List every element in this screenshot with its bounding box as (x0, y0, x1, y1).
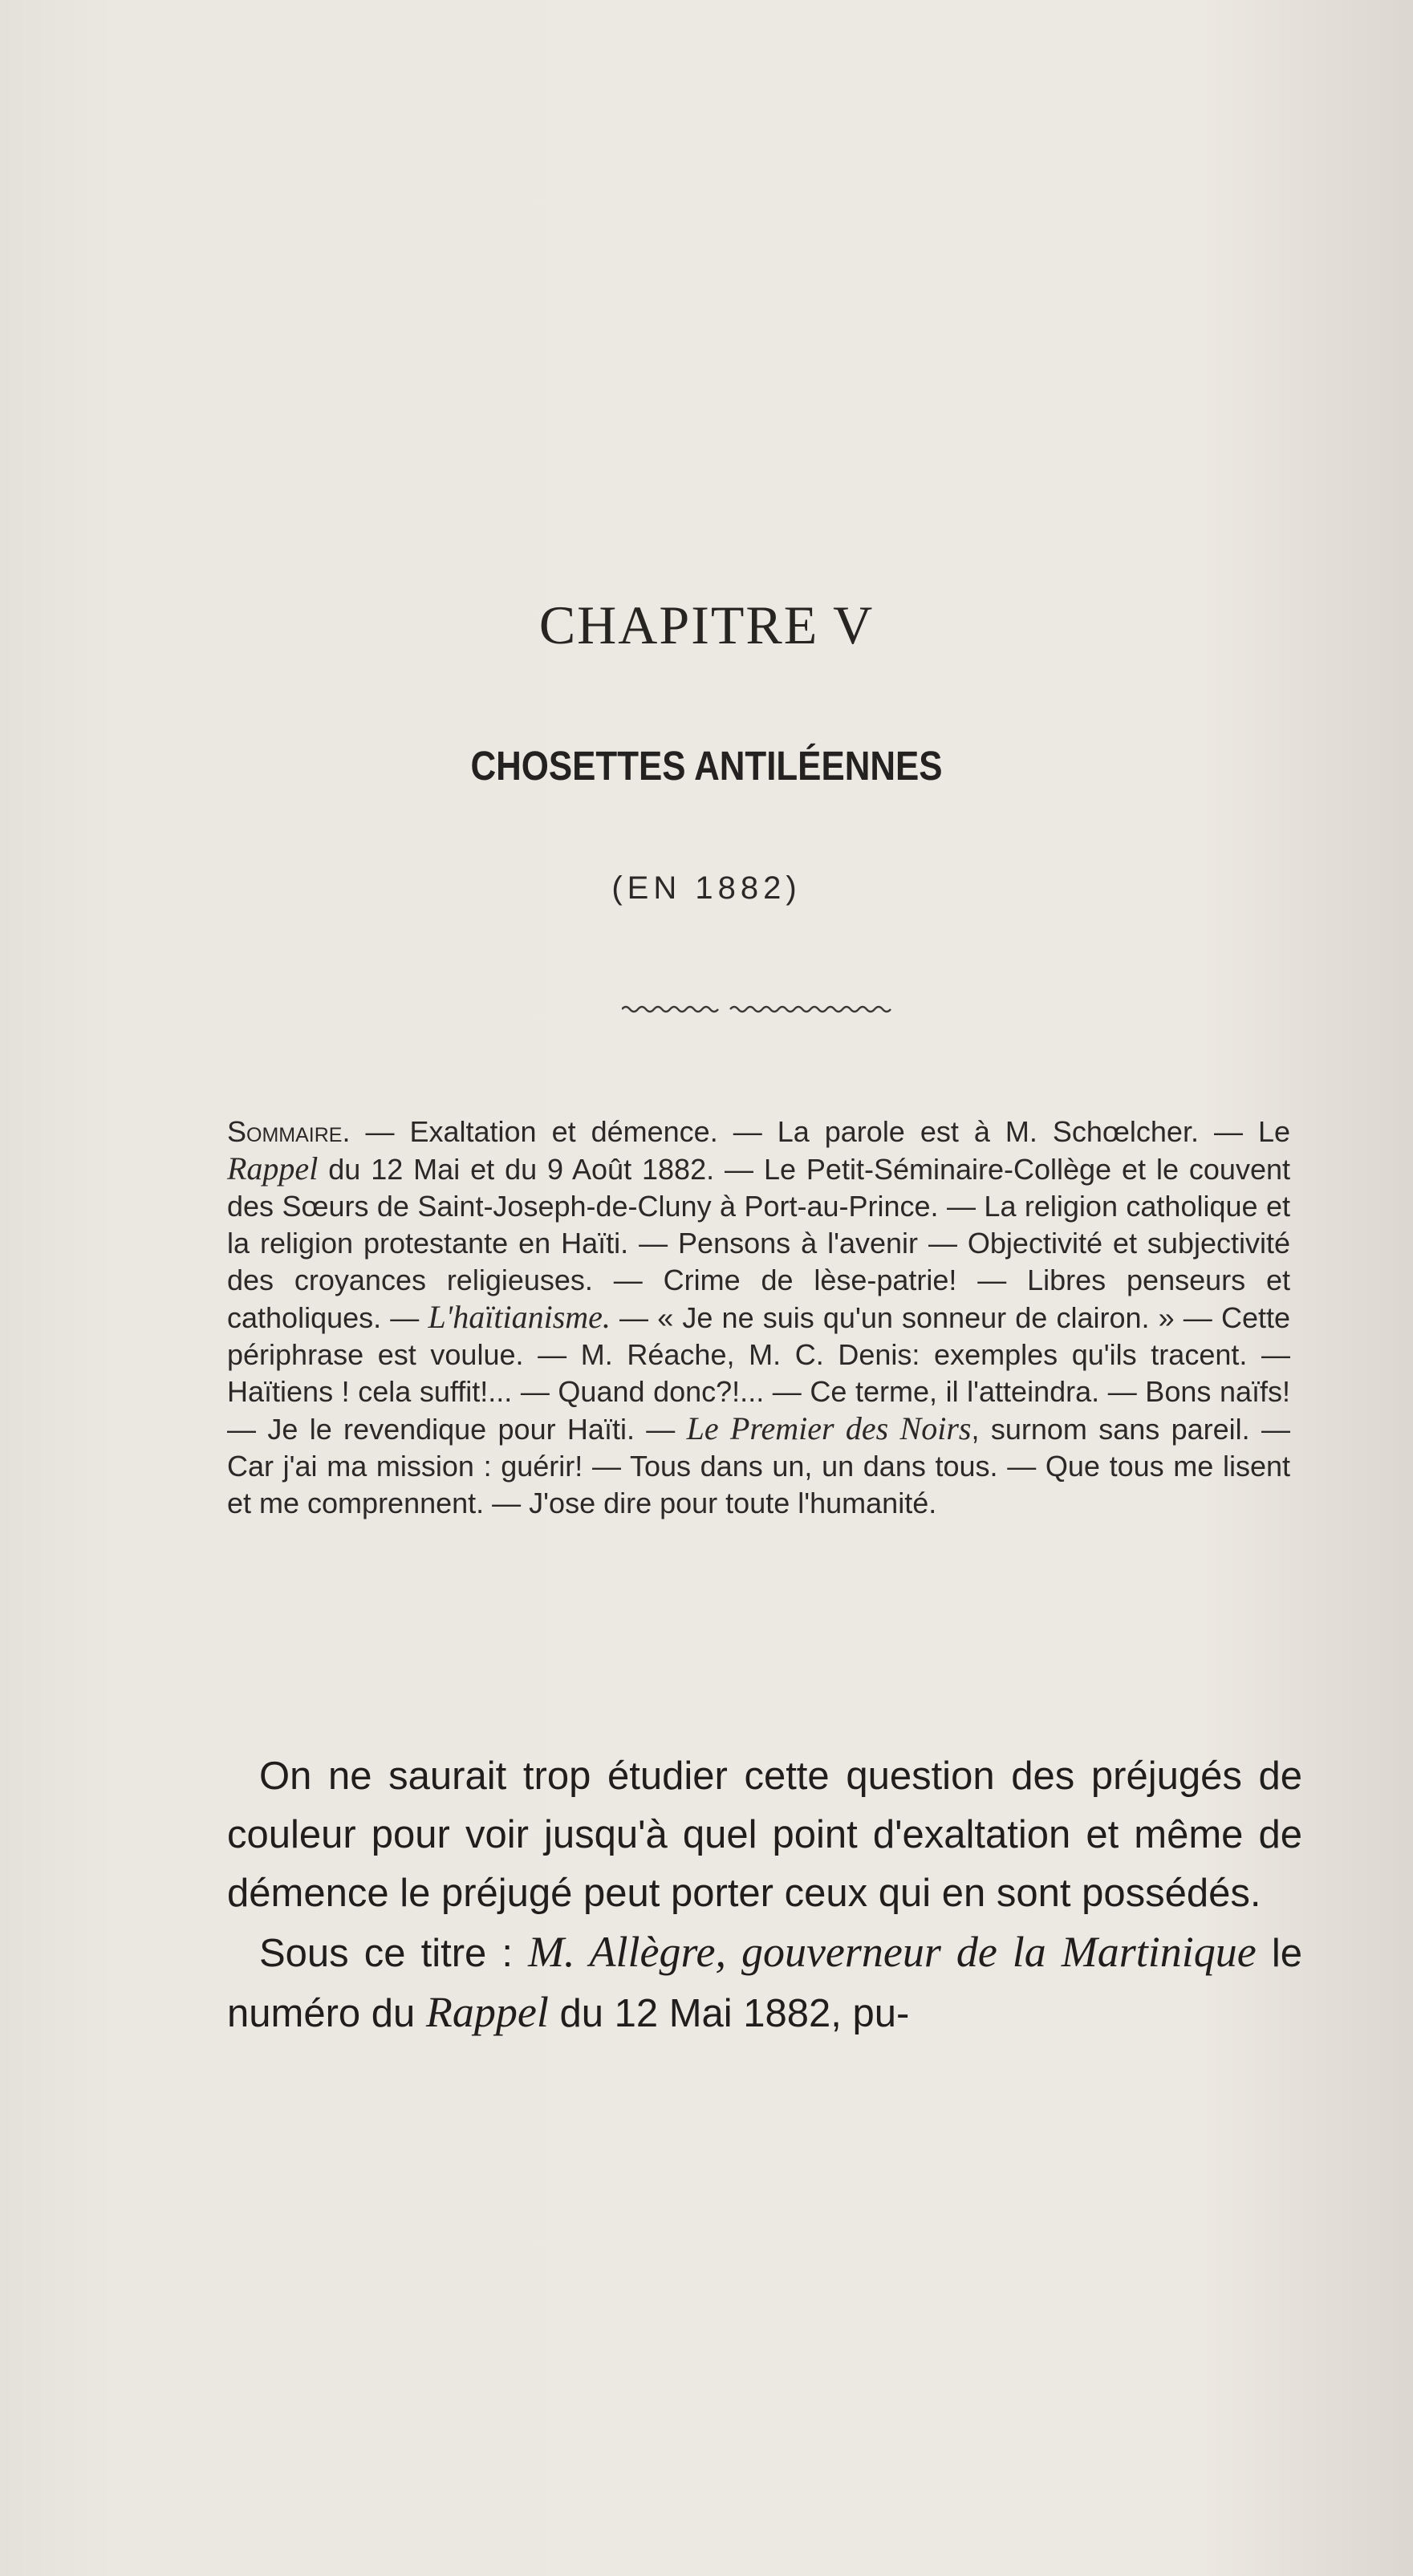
summary-text: , surnom sans pareil. — Car j'ai ma mission : guérir! — Tous dans un, un dans tous. — Que tous me lisent et me comprennent. — J'ose dire pour toute l'humanité. (227, 1413, 1290, 1519)
paragraph-1: On ne saurait trop étudier cette question des préjugés de couleur pour voir jusqu'à quel point d'exaltation et même de démence le préjugé peut porter ceux qui en sont possédés. (227, 1755, 1302, 1915)
paragraph-rappel: Rappel (425, 1988, 549, 2036)
summary-text: du 12 Mai et du 9 Août 1882. — Le Petit-Séminaire-Collège et le couvent des Sœurs de Saint-Joseph-de-Cluny à Port-au-Prince. — La religion catholique et la religion protestante en Haïti. — Pensons à l'avenir — Objectivité et subjectivité des croyances religieuses. — Crime de lèse-patrie! — Libres penseurs et catholiques. — (227, 1153, 1290, 1334)
chapter-subtitle: CHOSETTES ANTILÉENNES (470, 743, 943, 789)
summary-premier-des-noirs: Le Premier des Noirs (686, 1410, 972, 1446)
ornament-divider (622, 1001, 895, 1017)
summary-haitianisme: L'haïtianisme. (428, 1299, 611, 1335)
summary-label: Sommaire. (227, 1115, 351, 1148)
paragraph-italic-title: M. Allègre, gouverneur de la Martinique (528, 1928, 1257, 1976)
body-text (227, 1747, 1302, 2043)
summary-rappel: Rappel (227, 1150, 319, 1187)
summary-text: — Exaltation et démence. — La parole est à M. Schœlcher. — Le (350, 1115, 1290, 1148)
chapter-summary (227, 1114, 1290, 1522)
paragraph-text: Sous ce titre : (259, 1932, 529, 1975)
paragraph-2 (227, 1923, 1302, 2043)
chapter-title: CHAPITRE V (538, 594, 875, 655)
paragraph-text: du 12 Mai 1882, pu- (548, 1992, 910, 2035)
chapter-date: (EN 1882) (611, 870, 802, 906)
summary-text: — « Je ne suis qu'un sonneur de clairon. » — Cette périphrase est voulue. — M. Réache, M. C. Denis: exemples qu'ils tracent. — Haïtiens ! cela suffit!... — Quand donc?!... — Ce terme, il l'atteindra. — Bons naïfs! — Je le revendique pour Haïti. — (227, 1301, 1291, 1446)
paragraph-text: le numéro du (227, 1932, 1302, 2035)
